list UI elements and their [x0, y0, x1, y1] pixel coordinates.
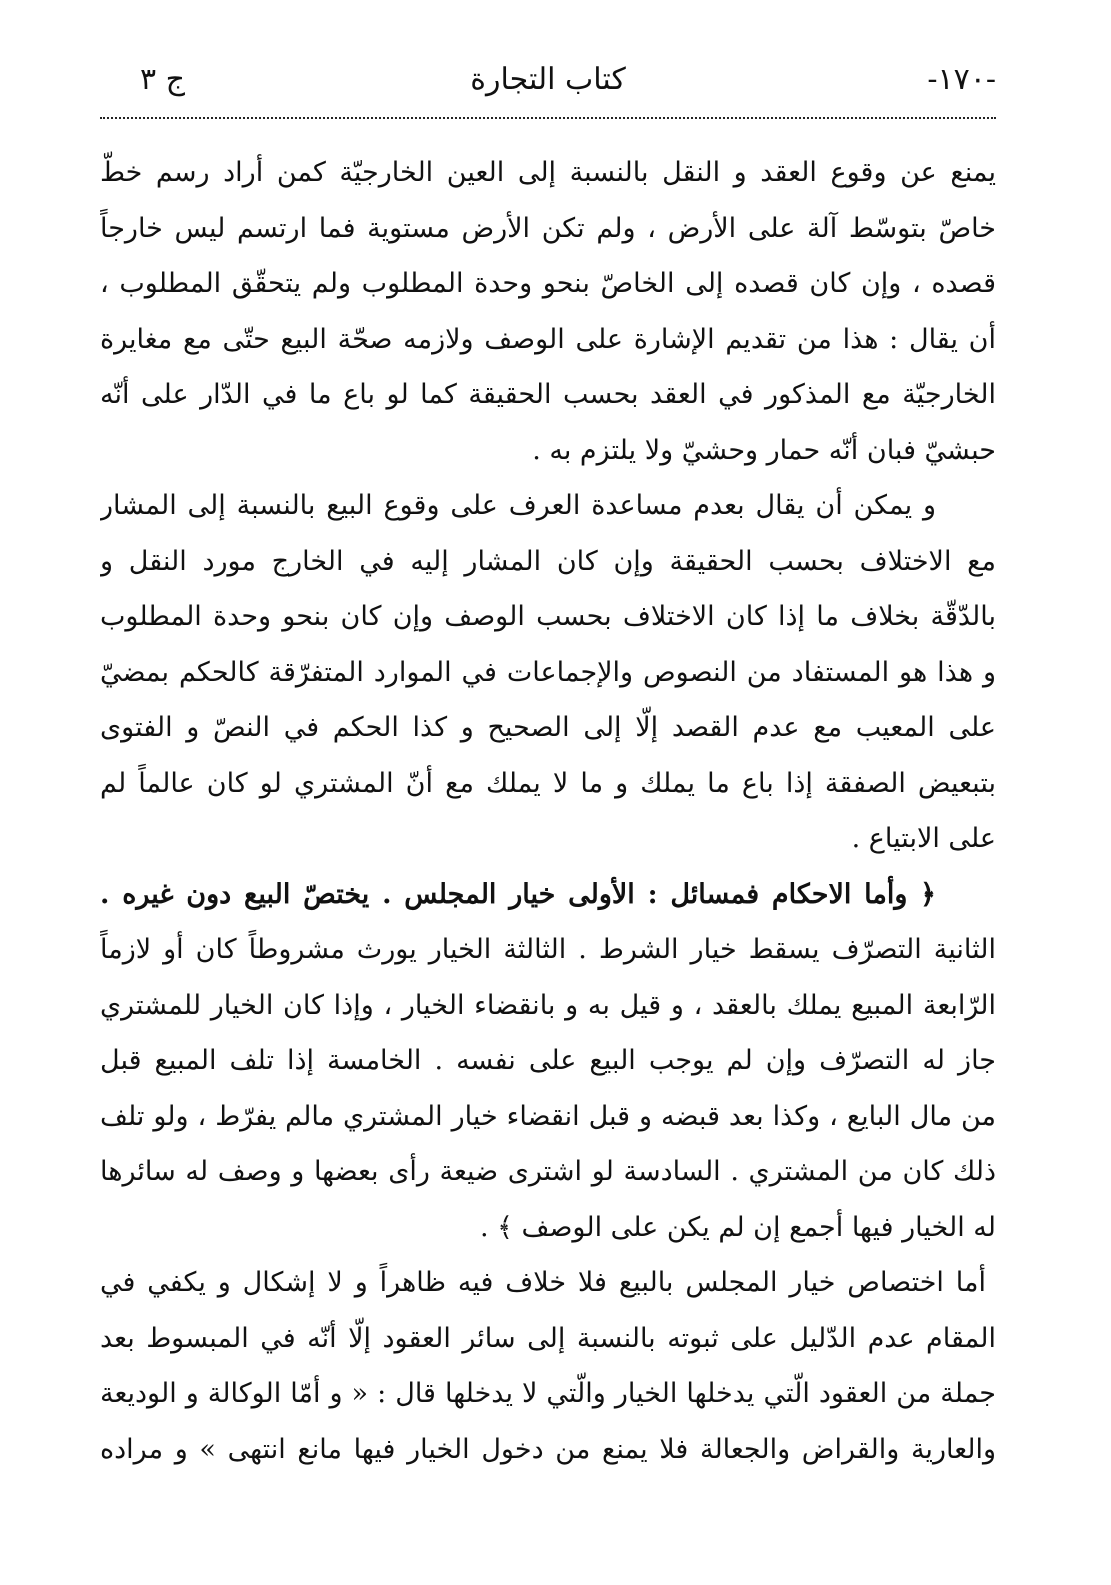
text-line: جملة من العقود الّتي يدخلها الخيار والّتي لا يدخلها قال : « و أمّا الوكالة و الوديعة: [100, 1378, 996, 1409]
text-line: بتبعيض الصفقة إذا باع ما يملك و ما لا يملك مع أنّ المشتري لو كان عالماً لم: [100, 767, 996, 799]
text-line: والعارية والقراض والجعالة فلا يمنع من دخول الخيار فيها مانع انتهى » و مراده: [100, 1433, 996, 1465]
text-line: على الابتياع .: [851, 823, 996, 854]
text-line: و هذا هو المستفاد من النصوص والإجماعات في الموارد المتفرّقة كالحكم بمضيّ: [100, 656, 996, 688]
text-line: له الخيار فيها أجمع إن لم يكن على الوصف ﴾ .: [479, 1211, 996, 1243]
text-line: من مال البايع ، وكذا بعد قبضه و قبل انقضاء خيار المشتري مالم يفرّط ، ولو تلف: [100, 1100, 996, 1132]
volume-label: ج ٣: [140, 62, 186, 97]
book-title: كتاب التجارة: [470, 62, 626, 97]
header-divider: [100, 117, 996, 119]
text-line: خاصّ بتوسّط آلة على الأرض ، ولم تكن الأرض مستوية فما ارتسم ليس خارجاً: [100, 212, 996, 244]
text-line: قصده ، وإن كان قصده إلى الخاصّ بنحو وحدة المطلوب ولم يتحقّق المطلوب ،: [100, 268, 996, 299]
text-line: بالدّقّة بخلاف ما إذا كان الاختلاف بحسب الوصف وإن كان بنحو وحدة المطلوب: [100, 601, 996, 632]
text-line: مع الاختلاف بحسب الحقيقة وإن كان المشار إليه في الخارج مورد النقل و: [100, 545, 996, 577]
text-line: الخارجيّة مع المذكور في العقد بحسب الحقيقة كما لو باع ما في الدّار على أنّه: [100, 379, 996, 410]
text-line: ذلك كان من المشتري . السادسة لو اشترى ضيعة رأى بعضها و وصف له سائرها: [100, 1156, 996, 1187]
text-line: على المعيب مع عدم القصد إلّا إلى الصحيح و كذا الحكم في النصّ و الفتوى: [100, 712, 996, 743]
text-line: أما اختصاص خيار المجلس بالبيع فلا خلاف فيه ظاهراً و لا إشكال و يكفي في: [100, 1267, 986, 1298]
text-line: يمنع عن وقوع العقد و النقل بالنسبة إلى العين الخارجيّة كمن أراد رسم خطّ: [100, 157, 996, 188]
text-line: أن يقال : هذا من تقديم الإشارة على الوصف ولازمه صحّة البيع حتّى مع مغايرة: [100, 323, 996, 355]
body-text: [100, 145, 996, 1477]
text-line: الثانية التصرّف يسقط خيار الشرط . الثالثة الخيار يورث مشروطاً كان أو لازماً: [100, 934, 996, 965]
text-line: و يمكن أن يقال بعدم مساعدة العرف على وقوع البيع بالنسبة إلى المشار: [100, 490, 936, 521]
text-line: حبشيّ فبان أنّه حمار وحشيّ ولا يلتزم به .: [532, 434, 996, 466]
page-header: [100, 50, 996, 108]
text-line-rule-heading: ﴿ وأما الاحكام فمسائل : الأولى خيار المجلس . يختصّ البيع دون غيره .: [100, 878, 936, 910]
text-line: جاز له التصرّف وإن لم يوجب البيع على نفسه . الخامسة إذا تلف المبيع قبل: [100, 1045, 996, 1076]
page-number: -١٧٠-: [927, 62, 996, 97]
text-line: المقام عدم الدّليل على ثبوته بالنسبة إلى سائر العقود إلّا أنّه في المبسوط بعد: [100, 1322, 996, 1354]
text-line: الرّابعة المبيع يملك بالعقد ، و قيل به و بانقضاء الخيار ، وإذا كان الخيار للمشتري: [100, 989, 996, 1021]
